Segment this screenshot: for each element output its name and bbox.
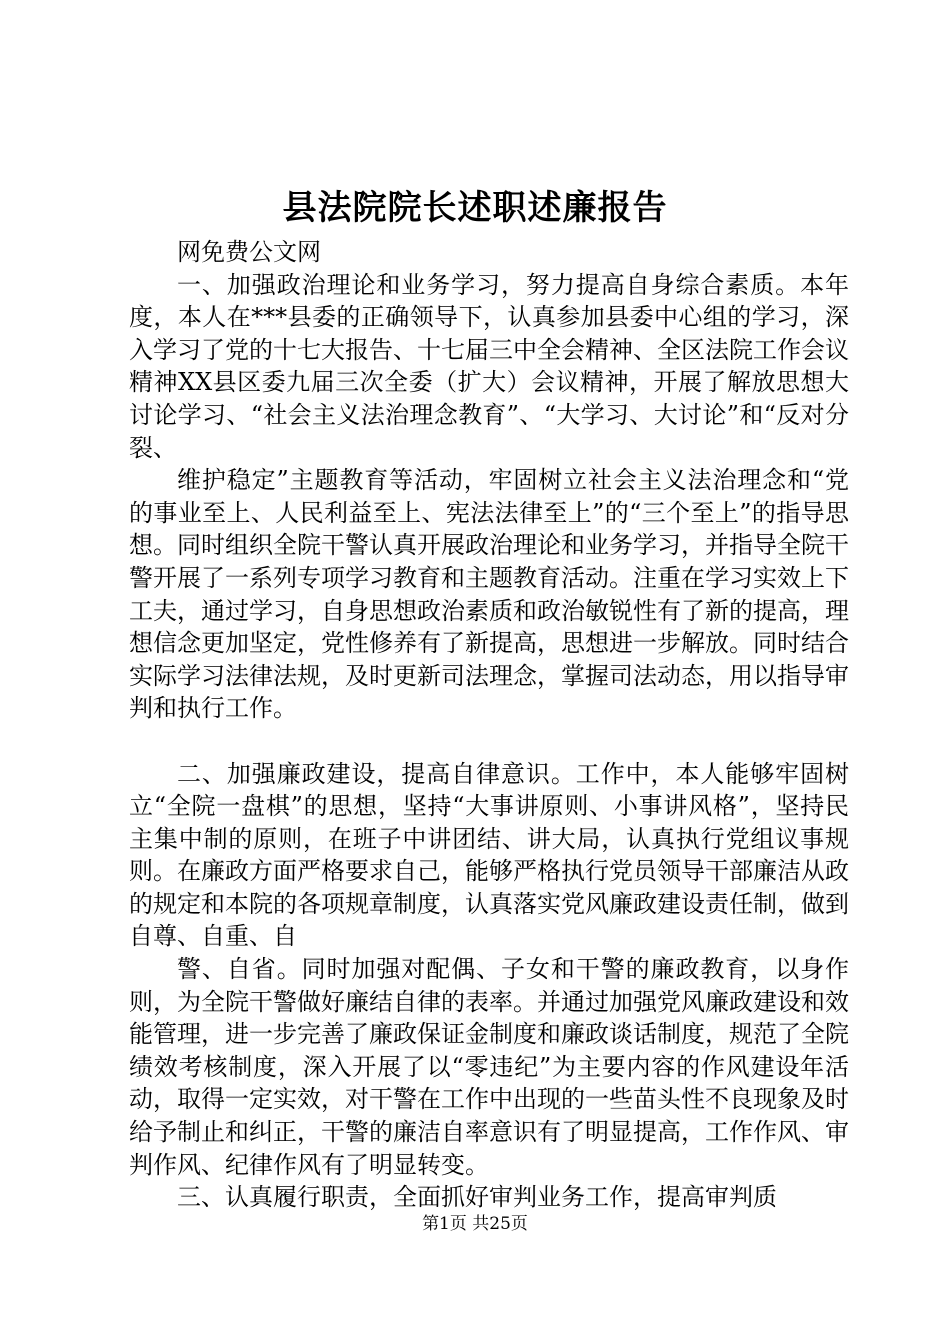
paragraph-5: 三、认真履行职责，全面抓好审判业务工作，提高审判质	[177, 1183, 777, 1212]
paragraph-2: 维护稳定”主题教育等活动，牢固树立社会主义法治理念和“党的事业至上、人民利益至上、宪法法律至上”的“三个至上”的指导思想。同时组织全院干警认真开展政治理论和业务学习，并指导全院干警开展了一系列专项学习教育和主题教育活动。注重在学习实效上下工夫，通过学习，自身思想政治素质和政治敏锐性有了新的提高，理想信念更加坚定，党性修养有了新提高，思想进一步解放。同时结合实际学习法律法规，及时更新司法理念，掌握司法动态，用以指导审判和执行工作。	[129, 466, 849, 723]
paragraph-gap	[129, 725, 849, 758]
page-number: 第1页 共25页	[422, 1214, 528, 1234]
paragraph-1: 一、加强政治理论和业务学习，努力提高自身综合素质。本年度，本人在***县委的正确领导下，认真参加县委中心组的学习，深入学习了党的十七大报告、十七届三中全会精神、全区法院工作会议精神XX县区委九届三次全委（扩大）会议精神，开展了解放思想大讨论学习、“社会主义法治理念教育”、“大学习、大讨论”和“反对分裂、	[129, 270, 849, 462]
paragraph-3: 二、加强廉政建设，提高自律意识。工作中，本人能够牢固树立“全院一盘棋”的思想，坚持“大事讲原则、小事讲风格”，坚持民主集中制的原则，在班子中讲团结、讲大局，认真执行党组议事规则。在廉政方面严格要求自己，能够严格执行党员领导干部廉洁从政的规定和本院的各项规章制度，认真落实党风廉政建设责任制，做到自尊、自重、自	[129, 759, 849, 951]
document-title: 县法院院长述职述廉报告	[282, 188, 668, 228]
paragraph-4: 警、自省。同时加强对配偶、子女和干警的廉政教育，以身作则，为全院干警做好廉结自律的表率。并通过加强党风廉政建设和效能管理，进一步完善了廉政保证金制度和廉政谈话制度，规范了全院绩效考核制度，深入开展了以“零违纪”为主要内容的作风建设年活动，取得一定实效，对干警在工作中出现的一些苗头性不良现象及时给予制止和纠正，干警的廉洁自率意识有了明显提高，工作作风、审判作风、纪律作风有了明显转变。	[129, 955, 849, 1179]
source-line: 网免费公文网	[177, 238, 321, 266]
document-body	[129, 236, 849, 1214]
